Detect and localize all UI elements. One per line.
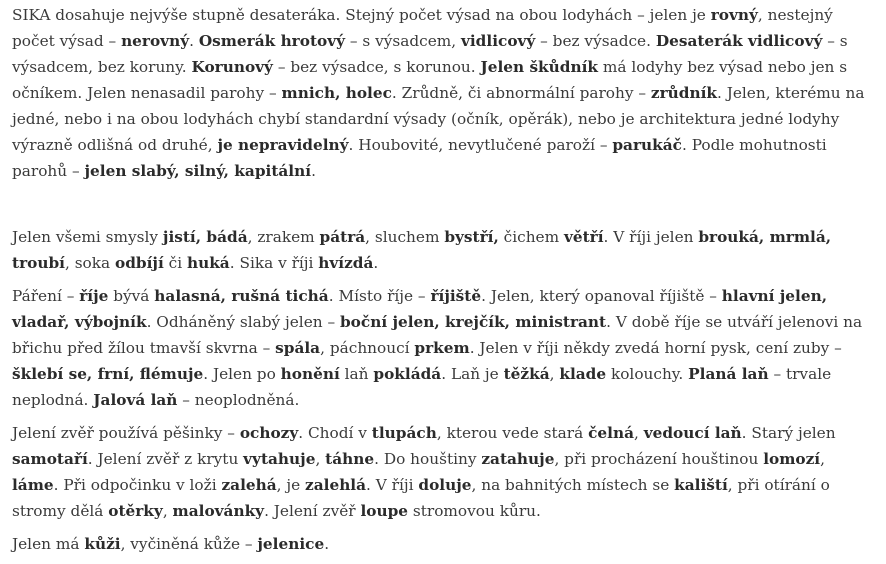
text-run: . Sika v říji (229, 254, 319, 272)
term-bold: Jalová laň (93, 391, 178, 409)
text-run: čichem (498, 228, 564, 246)
term-bold: jistí, bádá (162, 228, 248, 246)
text-run: . (189, 32, 199, 50)
paragraph-spacer (12, 191, 870, 217)
paragraph-rut (12, 283, 870, 413)
term-bold: zalehá (221, 476, 277, 494)
text-run: má lodyhy bez výsad nebo jen s očníkem. Jelen nenasadil parohy – (12, 58, 848, 102)
term-bold: brouká, mrmlá, troubí (12, 228, 832, 272)
term-bold: zrůdník (650, 84, 717, 102)
article-body (12, 2, 870, 564)
text-run: , při procházení houštinou (554, 450, 764, 468)
term-bold: malovánky (172, 502, 265, 520)
term-bold: Planá laň (688, 365, 769, 383)
text-run: . Jelen po (203, 365, 281, 383)
term-bold: parukáč (612, 136, 682, 154)
text-run: , (820, 450, 825, 468)
term-bold: těžká (503, 365, 550, 383)
term-bold: Osmerák hrotový (198, 32, 345, 50)
term-bold: Desaterák vidlicový (655, 32, 823, 50)
term-bold: vidlicový (460, 32, 536, 50)
text-run: . Podle mohutnosti parohů – (12, 136, 827, 180)
paragraph-behaviour (12, 420, 870, 524)
text-run: , nestejný počet výsad – (12, 6, 833, 50)
text-run: – trvale neplodná. (12, 365, 832, 409)
text-run: Jelen všemi smysly (12, 228, 163, 246)
text-run: , soka (64, 254, 116, 272)
text-run: . V říji jelen (603, 228, 699, 246)
term-bold: táhne (325, 450, 375, 468)
text-run: . (311, 162, 316, 180)
text-run: . Při odpočinku v loži (53, 476, 222, 494)
text-run: , (634, 424, 644, 442)
text-run: – neoplodněná. (177, 391, 300, 409)
text-run: . Jelen, který opanoval říjiště – (481, 287, 722, 305)
term-bold: pátrá (319, 228, 366, 246)
term-bold: vytahuje (243, 450, 316, 468)
text-run: – bez výsadce. (535, 32, 656, 50)
term-bold: nerovný (121, 32, 190, 50)
text-run: . Houbovité, nevytlučené paroží – (348, 136, 613, 154)
text-run: , je (276, 476, 306, 494)
text-run: – s výsadcem, bez koruny. (12, 32, 848, 76)
term-bold: větří (563, 228, 604, 246)
term-bold: mnich, holec (281, 84, 392, 102)
term-bold: hvízdá (318, 254, 374, 272)
text-run: . Jelení zvěř (264, 502, 361, 520)
term-bold: rovný (710, 6, 758, 24)
text-run: – bez výsadce, s korunou. (272, 58, 481, 76)
text-run: , kterou vede stará (436, 424, 589, 442)
paragraph-senses-calls (12, 224, 870, 276)
term-bold: prkem (414, 339, 470, 357)
paragraph-antler-classes (12, 2, 870, 184)
term-bold: samotaří (12, 450, 88, 468)
text-run: kolouchy. (606, 365, 689, 383)
text-run: . Do houštiny (374, 450, 482, 468)
text-run: . V době říje se utváří jelenovi na břichu před žílou tmavší skvrna – (12, 313, 863, 357)
text-run: , zrakem (247, 228, 320, 246)
term-bold: jelenice (257, 535, 325, 553)
text-run: . Jelení zvěř z krytu (87, 450, 244, 468)
text-run: , na bahnitých místech se (471, 476, 675, 494)
text-run: , sluchem (365, 228, 445, 246)
text-run: Jelení zvěř používá pěšinky – (12, 424, 240, 442)
term-bold: říje (79, 287, 109, 305)
text-run: , (549, 365, 560, 383)
text-run: , při otírání o stromy dělá (12, 476, 830, 520)
term-bold: lomozí (763, 450, 821, 468)
text-run: Páření – (12, 287, 80, 305)
term-bold: halasná, rušná tichá (154, 287, 329, 305)
text-run: . Laň je (441, 365, 504, 383)
text-run: . Místo říje – (328, 287, 431, 305)
text-run: . Starý jelen (741, 424, 836, 442)
text-run: . Jelen v říji někdy zvedá horní pysk, cení zuby – (469, 339, 842, 357)
text-run: stromovou kůru. (408, 502, 541, 520)
term-bold: odbíjí (115, 254, 164, 272)
term-bold: kaliští (674, 476, 728, 494)
text-run: laň (339, 365, 374, 383)
text-run: . (324, 535, 330, 553)
text-run: , (315, 450, 326, 468)
text-run: , páchnoucí (320, 339, 415, 357)
term-bold: je nepravidelný (217, 136, 349, 154)
text-run: , vyčiněná kůže – (120, 535, 258, 553)
text-run: bývá (108, 287, 155, 305)
text-run: . V říji (366, 476, 419, 494)
text-run: . (373, 254, 379, 272)
term-bold: zalehlá (305, 476, 367, 494)
text-run: SIKA dosahuje nejvýše stupně desateráka. Stejný počet výsad na obou lodyhách – jelen je (12, 6, 711, 24)
term-bold: šklebí se, frní, flémuje (12, 365, 204, 383)
term-bold: Korunový (191, 58, 273, 76)
term-bold: zatahuje (481, 450, 555, 468)
term-bold: Jelen škůdník (480, 58, 599, 76)
text-run: . Zrůdně, či abnormální parohy – (391, 84, 651, 102)
term-bold: huká (186, 254, 230, 272)
text-run: či (163, 254, 187, 272)
term-bold: tlupách (371, 424, 437, 442)
term-bold: čelná (588, 424, 634, 442)
term-bold: honění (280, 365, 340, 383)
term-bold: kůži (84, 535, 121, 553)
term-bold: vedoucí laň (643, 424, 742, 442)
term-bold: loupe (360, 502, 409, 520)
term-bold: bystří, (444, 228, 499, 246)
paragraph-hide (12, 531, 870, 557)
text-run: . Chodí v (298, 424, 372, 442)
text-run: . Odháněný slabý jelen – (146, 313, 340, 331)
text-run: . Jelen, kterému na jedné, nebo i na obou lodyhách chybí standardní výsady (očník, opěrák), nebo je architektura jedné lodyhy výrazně odlišná od druhé, (12, 84, 865, 154)
term-bold: otěrky (108, 502, 163, 520)
term-bold: ochozy (239, 424, 299, 442)
term-bold: říjiště (430, 287, 482, 305)
text-run: , (162, 502, 173, 520)
term-bold: láme (12, 476, 54, 494)
term-bold: hlavní jelen, vladař, výbojník (12, 287, 828, 331)
text-run: Jelen má (12, 535, 85, 553)
term-bold: doluje (418, 476, 472, 494)
text-run: – s výsadcem, (345, 32, 461, 50)
term-bold: pokládá (373, 365, 442, 383)
term-bold: klade (559, 365, 607, 383)
term-bold: spála (275, 339, 321, 357)
term-bold: jelen slabý, silný, kapitální (84, 162, 312, 180)
term-bold: boční jelen, krejčík, ministrant (339, 313, 607, 331)
